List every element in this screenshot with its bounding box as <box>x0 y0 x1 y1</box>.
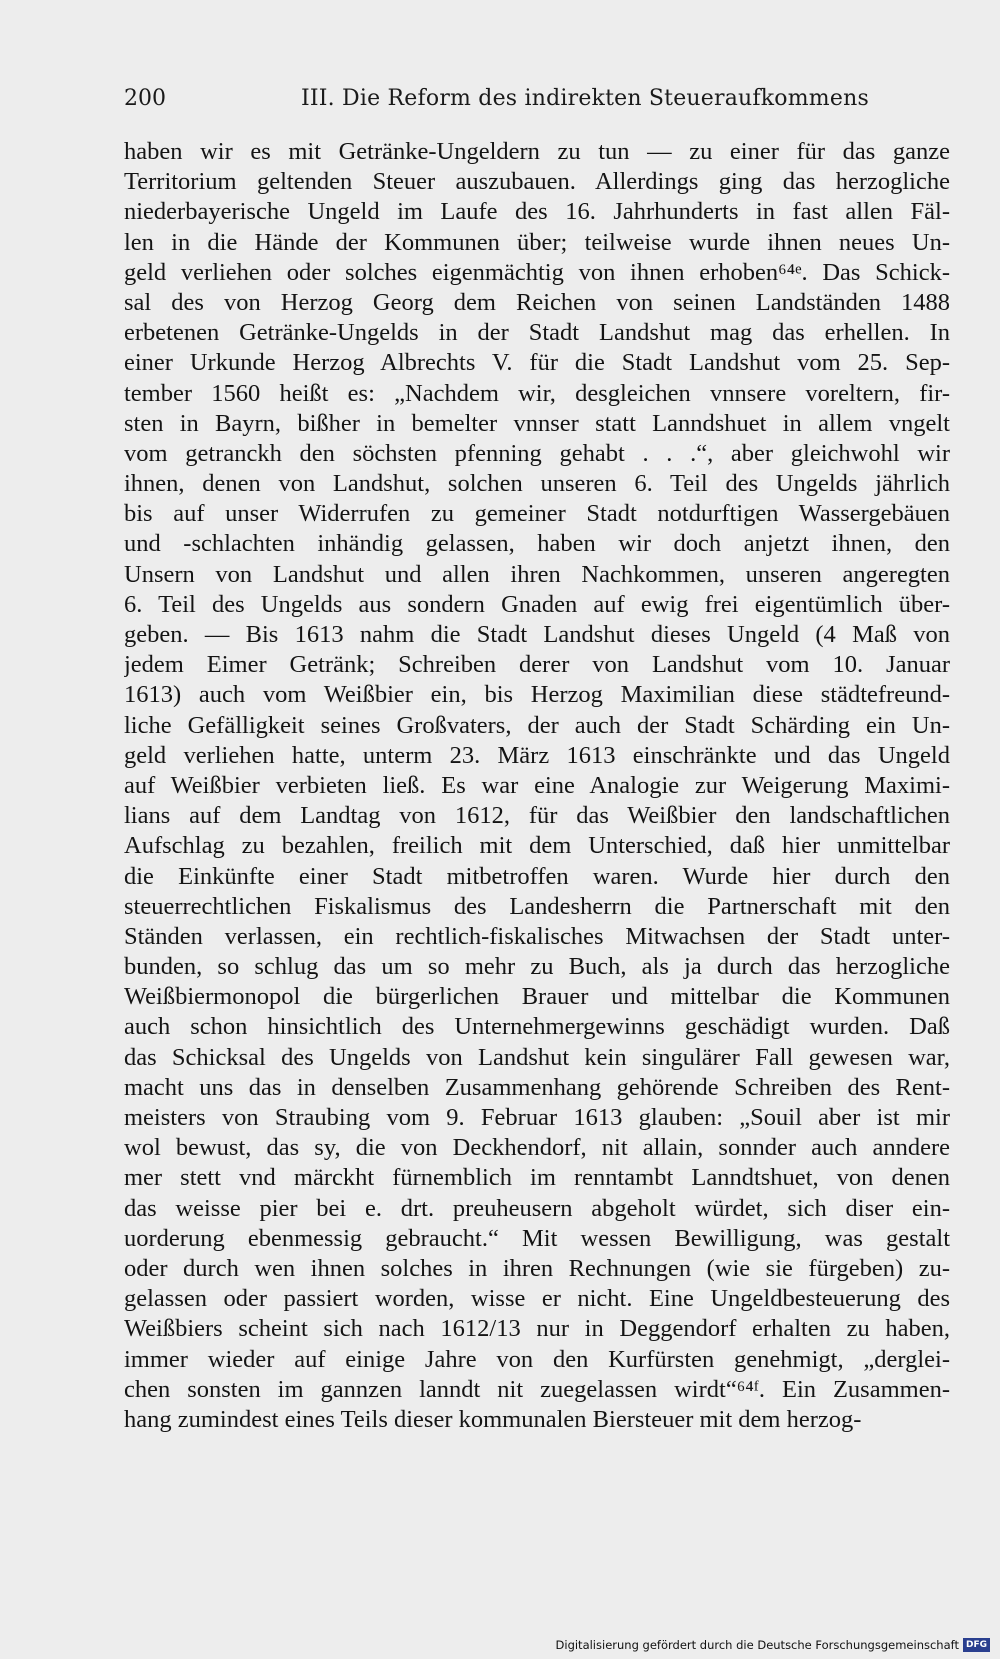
running-head <box>124 86 950 120</box>
text-line: und -schlachten inhändig gelassen, haben wir doch anjetzt ihnen, den <box>124 530 950 558</box>
text-line: macht uns das in denselben Zusammenhang gehörende Schreiben des Rent- <box>124 1073 950 1101</box>
text-line: bis auf unser Widerrufen zu gemeiner Stadt notdurftigen Wassergebäuen <box>124 500 950 528</box>
text-line: bunden, so schlug das um so mehr zu Buch, als ja durch das herzogliche <box>124 953 950 981</box>
text-line: das weisse pier bei e. drt. preuheusern abgeholt würdet, sich diser ein- <box>124 1194 950 1222</box>
chapter-title: III. Die Reform des indirekten Steueraufkommens <box>301 86 869 111</box>
text-line: das Schicksal des Ungelds von Landshut kein singulärer Fall gewesen war, <box>124 1043 950 1071</box>
text-line: Ständen verlassen, ein rechtlich-fiskalisches Mitwachsen der Stadt unter- <box>124 922 950 950</box>
text-line: steuerrechtlichen Fiskalismus des Landesherrn die Partnerschaft mit den <box>124 892 950 920</box>
text-line: haben wir es mit Getränke-Ungeldern zu tun — zu einer für das ganze <box>124 138 950 165</box>
text-line: 1613) auch vom Weißbier ein, bis Herzog Maximilian diese städtefreund- <box>124 681 950 709</box>
text-line: auf Weißbier verbieten ließ. Es war eine Analogie zur Weigerung Maximi- <box>124 771 950 799</box>
digitization-footer <box>556 1637 990 1653</box>
dfg-logo: DFG <box>963 1638 990 1652</box>
text-line: mer stett vnd märckht fürnemblich im renntambt Lanndtshuet, von denen <box>124 1164 950 1192</box>
text-line: immer wieder auf einige Jahre von den Kurfürsten genehmigt, „derglei- <box>124 1345 950 1373</box>
text-line: auch schon hinsichtlich des Unternehmergewinns geschädigt wurden. Daß <box>124 1013 950 1041</box>
text-line: wol bewust, das sy, die von Deckhendorf, nit allain, sonnder auch anndere <box>124 1134 950 1162</box>
text-line: einer Urkunde Herzog Albrechts V. für die Stadt Landshut vom 25. Sep- <box>124 349 950 377</box>
text-line: erbetenen Getränke-Ungelds in der Stadt Landshut mag das erhellen. In <box>124 319 950 347</box>
text-line: ihnen, denen von Landshut, solchen unseren 6. Teil des Ungelds jährlich <box>124 470 950 498</box>
text-line: lians auf dem Landtag von 1612, für das Weißbier den landschaftlichen <box>124 802 950 830</box>
body-text <box>124 137 950 1435</box>
text-line: Territorium geltenden Steuer auszubauen. Allerdings ging das herzogliche <box>124 168 950 196</box>
page-number: 200 <box>124 86 166 111</box>
text-line: gelassen oder passiert worden, wisse er nicht. Eine Ungeldbesteuerung des <box>124 1285 950 1313</box>
text-line: Weißbiers scheint sich nach 1612/13 nur in Deggendorf erhalten zu haben, <box>124 1315 950 1343</box>
text-line: uorderung ebenmessig gebraucht.“ Mit wessen Bewilligung, was gestalt <box>124 1224 950 1252</box>
text-line: jedem Eimer Getränk; Schreiben derer von Landshut vom 10. Januar <box>124 651 950 679</box>
text-line: vom getranckh den söchsten pfenning gehabt . . .“, aber gleichwohl wir <box>124 439 950 467</box>
text-line: niederbayerische Ungeld im Laufe des 16. Jahrhunderts in fast allen Fäl- <box>124 198 950 226</box>
text-line: chen sonsten im gannzen lanndt nit zuegelassen wirdt“⁶⁴ᶠ. Ein Zusammen- <box>124 1375 950 1403</box>
text-line: meisters von Straubing vom 9. Februar 1613 glauben: „Souil aber ist mir <box>124 1104 950 1131</box>
text-line: len in die Hände der Kommunen über; teilweise wurde ihnen neues Un- <box>124 228 950 256</box>
text-line: 6. Teil des Ungelds aus sondern Gnaden auf ewig frei eigentümlich über- <box>124 590 950 618</box>
text-line: die Einkünfte einer Stadt mitbetroffen waren. Wurde hier durch den <box>124 862 950 890</box>
text-line: oder durch wen ihnen solches in ihren Rechnungen (wie sie fürgeben) zu- <box>124 1254 950 1282</box>
text-line: Weißbiermonopol die bürgerlichen Brauer und mittelbar die Kommunen <box>124 983 950 1011</box>
text-line: tember 1560 heißt es: „Nachdem wir, desgleichen vnnsere voreltern, fir- <box>124 379 950 407</box>
text-line: geld verliehen oder solches eigenmächtig von ihnen erhoben⁶⁴ᵉ. Das Schick- <box>124 258 950 286</box>
text-line: sten in Bayrn, bißher in bemelter vnnser statt Lanndshuet in allem vngelt <box>124 409 950 437</box>
footer-credit: Digitalisierung gefördert durch die Deutsche Forschungsgemeinschaft <box>555 1638 959 1652</box>
text-line: geben. — Bis 1613 nahm die Stadt Landshut dieses Ungeld (4 Maß von <box>124 621 950 648</box>
text-line: sal des von Herzog Georg dem Reichen von seinen Landständen 1488 <box>124 288 950 316</box>
text-line: liche Gefälligkeit seines Großvaters, der auch der Stadt Schärding ein Un- <box>124 711 950 739</box>
text-line: hang zumindest eines Teils dieser kommunalen Biersteuer mit dem herzog- <box>124 1405 862 1433</box>
text-line: Aufschlag zu bezahlen, freilich mit dem Unterschied, daß hier unmittelbar <box>124 832 950 860</box>
text-line: geld verliehen hatte, unterm 23. März 1613 einschränkte und das Ungeld <box>124 741 950 769</box>
text-line: Unsern von Landshut und allen ihren Nachkommen, unseren angeregten <box>124 560 950 588</box>
